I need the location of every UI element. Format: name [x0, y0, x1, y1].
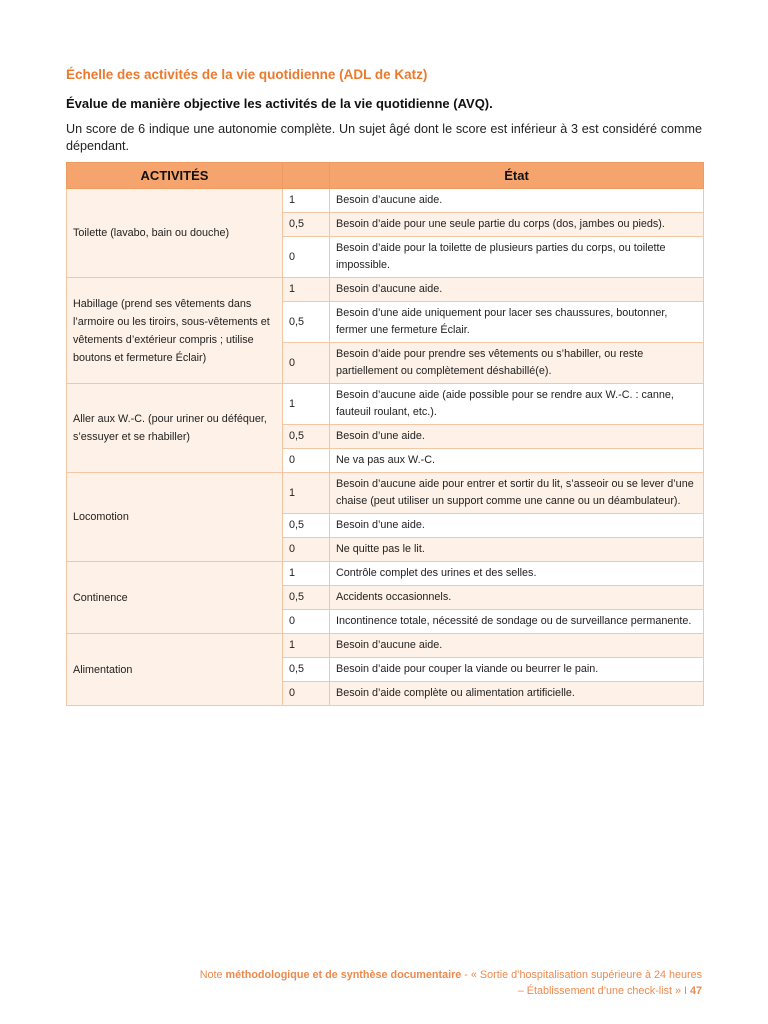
table-row [67, 473, 704, 514]
table-row [67, 189, 704, 213]
state-cell: Besoin d’aucune aide. [330, 634, 704, 658]
header-state: État [330, 163, 704, 189]
activity-cell-habillage: Habillage (prend ses vêtements dans l’armoire ou les tiroirs, sous-vêtements et vêtements d’extérieur compris ; utilise boutons et fermeture Éclair) [67, 278, 283, 384]
state-cell: Besoin d’aucune aide. [330, 189, 704, 213]
score-cell: 1 [283, 189, 330, 213]
state-cell: Ne quitte pas le lit. [330, 538, 704, 562]
state-cell: Besoin d’une aide uniquement pour lacer ses chaussures, boutonner, fermer une fermeture Éclair. [330, 302, 704, 343]
score-cell: 0 [283, 343, 330, 384]
score-cell: 0,5 [283, 302, 330, 343]
section-subtitle: Évalue de manière objective les activités de la vie quotidienne (AVQ). [66, 96, 493, 111]
header-score [283, 163, 330, 189]
score-cell: 1 [283, 278, 330, 302]
score-cell: 0,5 [283, 514, 330, 538]
activity-cell-toilette: Toilette (lavabo, bain ou douche) [67, 189, 283, 278]
score-cell: 0 [283, 538, 330, 562]
table-header-row [67, 163, 704, 189]
activity-cell-wc: Aller aux W.-C. (pour uriner ou déféquer, s’essuyer et se rhabiller) [67, 384, 283, 473]
score-cell: 1 [283, 384, 330, 425]
state-cell: Accidents occasionnels. [330, 586, 704, 610]
score-cell: 0 [283, 449, 330, 473]
footer-bold-title: méthodologique et de synthèse documentaire [225, 969, 462, 981]
state-cell: Besoin d’une aide. [330, 425, 704, 449]
score-cell: 0,5 [283, 586, 330, 610]
table-row [67, 562, 704, 586]
state-cell: Contrôle complet des urines et des selles. [330, 562, 704, 586]
activity-cell-alimentation: Alimentation [67, 634, 283, 706]
state-cell: Ne va pas aux W.-C. [330, 449, 704, 473]
footer-line-1 [82, 967, 702, 983]
score-cell: 1 [283, 634, 330, 658]
score-cell: 1 [283, 473, 330, 514]
score-cell: 1 [283, 562, 330, 586]
footer-prefix: Note [199, 969, 226, 981]
score-cell: 0 [283, 610, 330, 634]
footer-line-2 [82, 983, 702, 999]
state-cell: Besoin d’aucune aide. [330, 278, 704, 302]
intro-paragraph: Un score de 6 indique une autonomie complète. Un sujet âgé dont le score est inférieur à 3 est considéré comme dépendant. [66, 122, 702, 153]
state-cell: Besoin d’aide complète ou alimentation artificielle. [330, 682, 704, 706]
state-cell: Incontinence totale, nécessité de sondage ou de surveillance permanente. [330, 610, 704, 634]
score-cell: 0,5 [283, 425, 330, 449]
table-row [67, 634, 704, 658]
state-cell: Besoin d’aide pour prendre ses vêtements ou s’habiller, ou reste partiellement ou complètement déshabillé(e). [330, 343, 704, 384]
header-activities: ACTIVITÉS [67, 163, 283, 189]
page-title: Échelle des activités de la vie quotidienne (ADL de Katz) [66, 67, 428, 82]
footer-rest: - « Sortie d’hospitalisation supérieure à 24 heures [461, 969, 702, 981]
table-row [67, 384, 704, 425]
state-cell: Besoin d’une aide. [330, 514, 704, 538]
activity-cell-continence: Continence [67, 562, 283, 634]
state-cell: Besoin d’aide pour couper la viande ou beurrer le pain. [330, 658, 704, 682]
state-cell: Besoin d’aucune aide pour entrer et sortir du lit, s’asseoir ou se lever d’une chaise (peut utiliser un support comme une canne ou un déambulateur). [330, 473, 704, 514]
score-cell: 0 [283, 682, 330, 706]
adl-katz-table [66, 162, 704, 706]
activity-cell-locomotion: Locomotion [67, 473, 283, 562]
table-body [67, 189, 704, 706]
state-cell: Besoin d’aide pour la toilette de plusieurs parties du corps, ou toilette impossible. [330, 237, 704, 278]
table-row [67, 278, 704, 302]
score-cell: 0,5 [283, 213, 330, 237]
state-cell: Besoin d’aide pour une seule partie du corps (dos, jambes ou pieds). [330, 213, 704, 237]
score-cell: 0 [283, 237, 330, 278]
page-footer [82, 967, 702, 999]
score-cell: 0,5 [283, 658, 330, 682]
footer-line2: – Établissement d’une check-list » I [517, 985, 690, 997]
state-cell: Besoin d’aucune aide (aide possible pour se rendre aux W.-C. : canne, fauteuil roulant, etc.). [330, 384, 704, 425]
page-number: 47 [689, 985, 702, 997]
